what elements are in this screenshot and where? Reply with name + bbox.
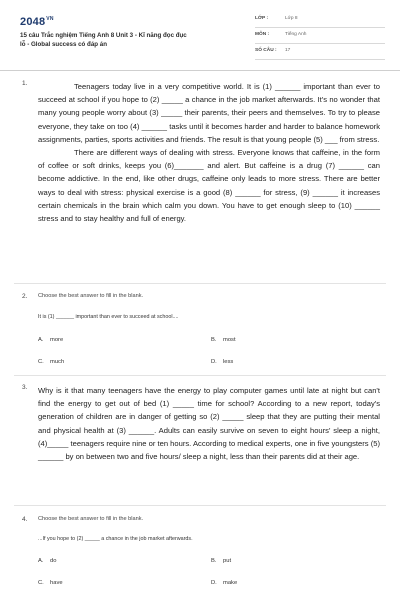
option-d[interactable]: D. less <box>211 359 234 365</box>
option-c[interactable]: C. much <box>38 359 65 365</box>
passage-paragraph: Teenagers today live in a very competitive world. It is (1) ______ important than ever to succeed at school if you hope to (2) _____ a chance in the job market afterwards. It's no wonder that many young people worry about (3) _____ their parents, their peers and themselves. To try to please everyone, they take on too (4) ______ tasks until it becomes harder and harder to balance homework assignments, parties, sports activities and friends. The result is that young people (5) ___ from stress. <box>38 82 380 144</box>
header-divider <box>0 70 400 71</box>
passage-paragraph: There are different ways of dealing with stress. Everyone knows that caffeine, in the form of coffee or soft drinks, keeps you (6)_______ and alert. But caffeine is a drug (7) ______ can become addictive. In the end, like other drugs, caffeine only leads to more stress. There are better ways to deal with stress: physical exercise is a good (8) ______ for stress, (9) ______ it increases certain chemicals in the brain which calm you down. You have to get enough sleep to (10) ______ stress and to stay healthy and full of energy. <box>38 148 380 224</box>
site-logo[interactable]: $2048^{VN}$ <box>20 16 54 28</box>
question-stem: ...If you hope to (2) _____ a chance in the job market afterwards. <box>38 536 193 542</box>
question-divider <box>14 375 386 376</box>
option-d[interactable]: D. make <box>211 580 238 586</box>
question-instruction: Choose the best answer to fill in the blank. <box>38 293 144 299</box>
option-c[interactable]: C. have <box>38 580 63 586</box>
document-header <box>0 0 400 64</box>
meta-subject: MÔN : Tiếng Anh <box>255 30 385 44</box>
reading-passage <box>38 80 380 225</box>
question-divider <box>14 505 386 506</box>
question-instruction: Choose the best answer to fill in the blank. <box>38 516 144 522</box>
meta-class: LỚP : Lớp 8 <box>255 14 385 28</box>
question-stem: It is (1) ______ important than ever to succeed at school.... <box>38 314 179 320</box>
option-a[interactable]: A. more <box>38 337 64 343</box>
option-a[interactable]: A. do <box>38 558 57 564</box>
passage-paragraph: Why is it that many teenagers have the energy to play computer games until late at night but can't find the energy to get out of bed (1) _____ time for school? According to a new report, today's generation of children are in danger of getting so (2) _____ sleep that they are putting their mental and physical health at (3) ______. Adults can easily survive on seven to eight hours' sleep a night, (4)_____ teenagers require nine or ten hours. According to medical experts, one in five youngsters (5) ______ by on between two and five hours/ sleep a night, less than their parents did at their age. <box>38 386 380 462</box>
question-number: 3. <box>22 384 28 391</box>
document-title: 15 câu Trắc nghiệm Tiếng Anh 8 Unit 3 - Kĩ năng đọc đục lỗ - Global success có đáp án <box>20 32 187 48</box>
reading-passage <box>38 384 380 463</box>
question-divider <box>14 283 386 284</box>
option-b[interactable]: B. put <box>211 558 232 564</box>
option-b[interactable]: B. most <box>211 337 236 343</box>
question-number: 2. <box>22 293 28 300</box>
question-number: 1. <box>22 80 28 87</box>
meta-question-count: SỐ CÂU : 17 <box>255 46 385 60</box>
question-number: 4. <box>22 516 28 523</box>
